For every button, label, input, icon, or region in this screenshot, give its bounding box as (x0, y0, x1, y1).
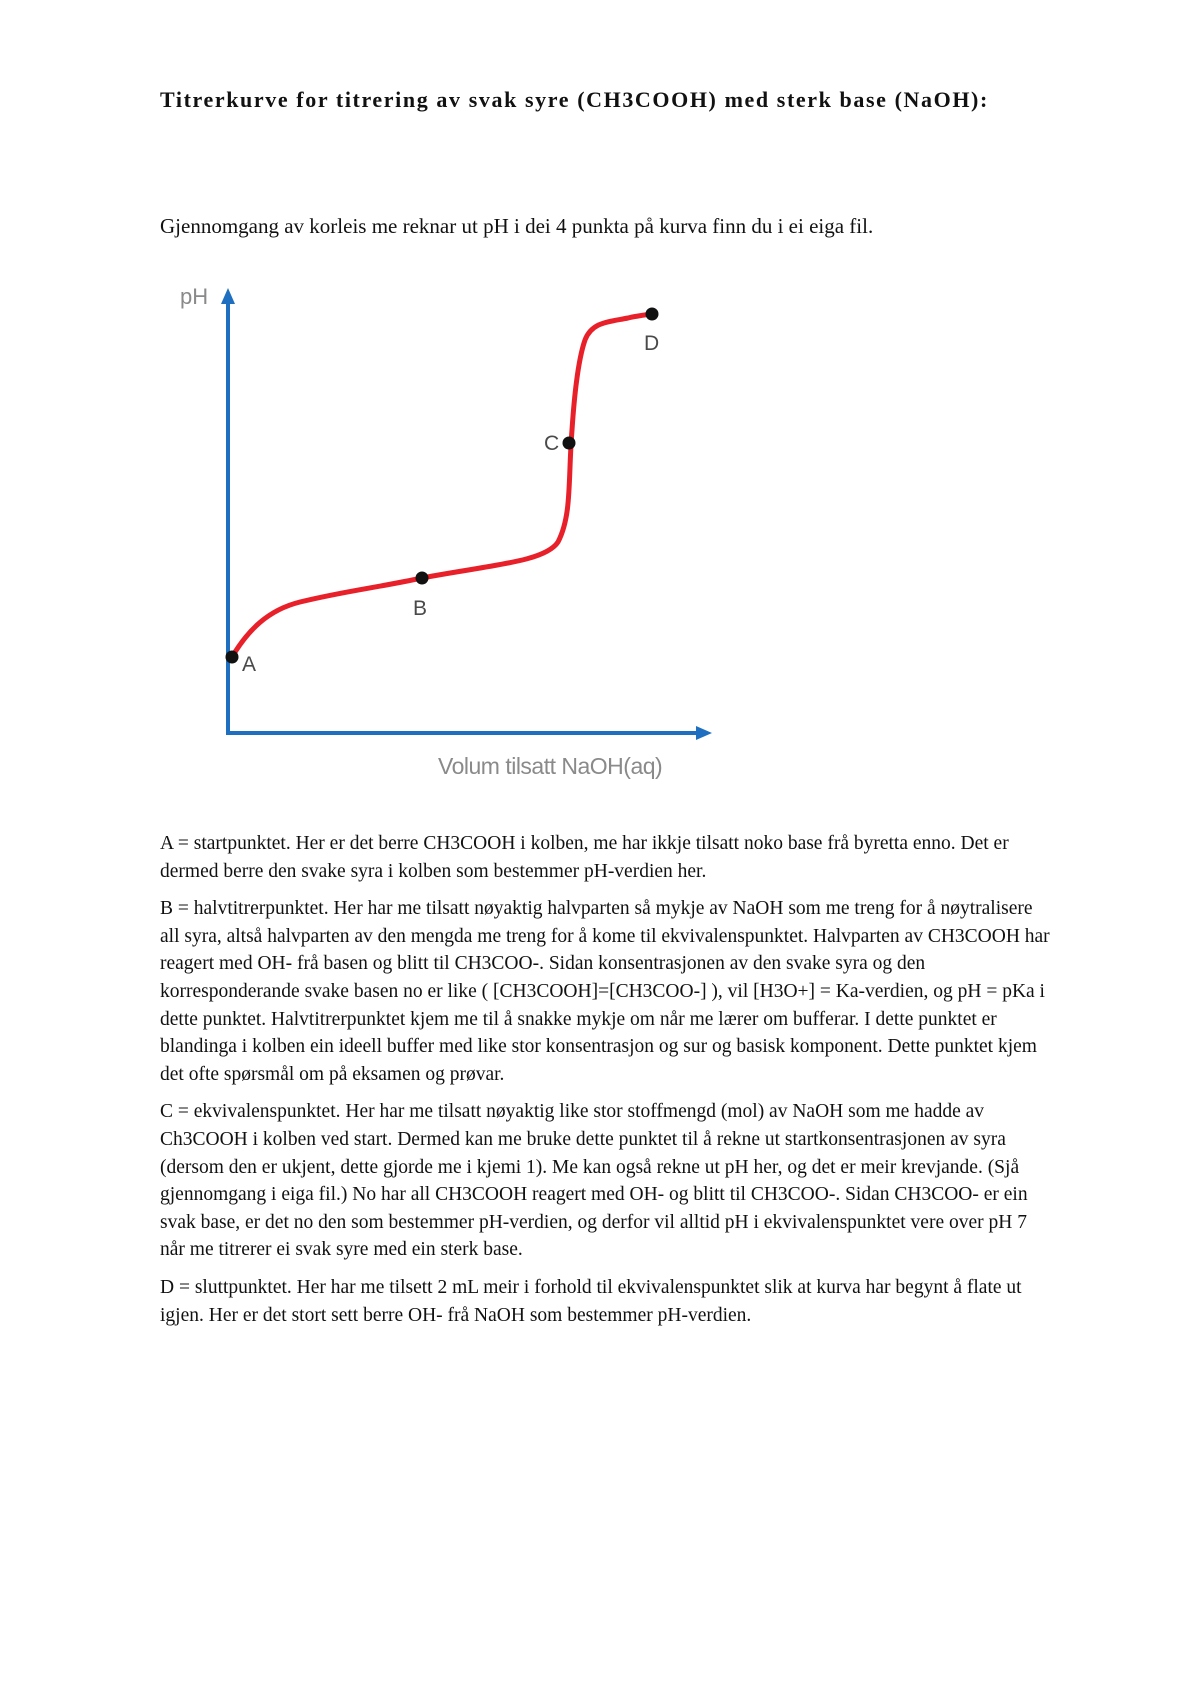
point-b-label: B (413, 597, 428, 620)
explanation-point-a: A = startpunktet. Her er det berre CH3COOH i kolben, me har ikkje tilsatt noko base frå byretta enno. Det er dermed berre den svake syra i kolben som bestemmer pH-verdien her. (160, 833, 1009, 882)
y-axis-arrow-icon (221, 288, 235, 304)
document-title: Titrerkurve for titrering av svak syre (CH3COOH) med sterk base (NaOH): (160, 87, 989, 112)
point-explanations (160, 830, 1052, 1339)
titration-curve-line (232, 314, 652, 657)
point-d-label: D (644, 332, 660, 355)
point-a-label: A (242, 653, 257, 676)
titration-curve-figure (160, 280, 720, 800)
titration-curve-chart (160, 280, 720, 800)
y-axis-label: pH (180, 284, 209, 309)
point-c-marker (563, 437, 576, 450)
x-axis-label: Volum tilsatt NaOH(aq) (438, 753, 663, 779)
explanation-point-b: B = halvtitrerpunktet. Her har me tilsatt nøyaktig halvparten så mykje av NaOH som me treng for å nøytralisere all syra, altså halvparten av den mengda me treng for å kome til ekvivalenspunktet. Halvparten av CH3COOH har reagert med OH- frå basen og blitt til CH3COO-. Sidan konsentrasjonen av den svake syra og den korresponderande svake basen no er like ( [CH3COOH]=[CH3COO-] ), vil [H3O+] = Ka-verdien, og pH = pKa i dette punktet. Halvtitrerpunktet kjem me til å snakke mykje om når me lærer om bufferar. I dette punktet er blandinga i kolben ein ideell buffer med like stor konsentrasjon og sur og basisk komponent. Dette punktet kjem det ofte spørsmål om på eksamen og prøvar. (160, 898, 1050, 1085)
point-b-marker (416, 572, 429, 585)
x-axis-arrow-icon (696, 726, 712, 740)
point-c-label: C (544, 432, 560, 455)
explanation-point-c: C = ekvivalenspunktet. Her har me tilsatt nøyaktig like stor stoffmengd (mol) av NaOH som me hadde av Ch3COOH i kolben ved start. Dermed kan me bruke dette punktet til å rekne ut startkonsentrasjonen av syra (dersom den er ukjent, dette gjorde me i kjemi 1). Me kan også rekne ut pH her, og det er meir krevjande. (Sjå gjennomgang i eiga fil.) No har all CH3COOH reagert med OH- og blitt til CH3COO-. Sidan CH3COO- er ein svak base, er det no den som bestemmer pH-verdien, og derfor vil alltid pH i ekvivalenspunktet vere over pH 7 når me titrerer ei svak syre med ein sterk base. (160, 1101, 1028, 1261)
intro-paragraph: Gjennomgang av korleis me reknar ut pH i dei 4 punkta på kurva finn du i ei eiga fil. (160, 214, 874, 238)
point-a-marker (226, 651, 239, 664)
point-d-marker (646, 308, 659, 321)
explanation-point-d: D = sluttpunktet. Her har me tilsett 2 mL meir i forhold til ekvivalenspunktet slik at kurva har begynt å flate ut igjen. Her er det stort sett berre OH- frå NaOH som bestemmer pH-verdien. (160, 1276, 1022, 1326)
